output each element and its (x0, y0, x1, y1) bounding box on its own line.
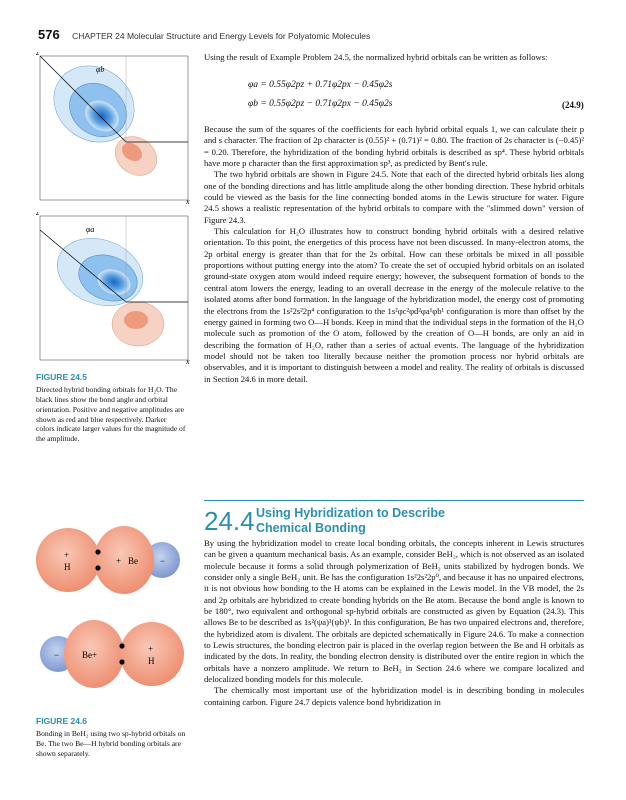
body-text-bottom (204, 538, 584, 708)
plus-sign: + (148, 644, 154, 654)
body-text-top (204, 124, 584, 385)
electron-dot (95, 549, 100, 554)
electron-dot (119, 643, 124, 648)
page-number: 576 (38, 27, 60, 42)
electron-dot (95, 565, 100, 570)
equation-phi-a: φa = 0.55φ2pz + 0.71φ2px − 0.45φ2s (248, 80, 393, 90)
h-orbital (36, 528, 100, 592)
paragraph: The two hybrid orbitals are shown in Figure 24.5. Note that each of the directed hybrid orbitals lies along one of the bonding directions and has little amplitude along the other bonding direction. These hybrid orbitals could be viewed as the basis for the line connecting bonded atoms in the Lewis structure for water. Figure 24.5 shows a realistic representation of the hybrid orbitals to compare with the "slimmed down" version of Figure 24.3. (204, 169, 584, 225)
equation-phi-b: φb = 0.55φ2pz − 0.71φ2px − 0.45φ2s (248, 99, 393, 109)
intro-paragraph: Using the result of Example Problem 24.5, the normalized hybrid orbitals can be written as follows: (204, 52, 548, 62)
section-number: 24.4 (204, 506, 255, 536)
caption-text: Bonding in BeH₂ using two sp-hybrid orbitals on Be. The two Be—H hybrid bonding orbitals are shown separately. (36, 729, 186, 758)
be-label: Be (128, 556, 138, 566)
figure-24-5-top (36, 52, 192, 204)
section-title: Using Hybridization to Describe Chemical Bonding (256, 506, 445, 535)
equation-number: (24.9) (562, 100, 584, 110)
paragraph: By using the hybridization model to create local bonding orbitals, the concepts inherent in Lewis structures can be given a quantum mechanical basis. As an example, consider BeH₂, which is not observed as an isolated molecule because it forms a solid through polymerization of BeH₂ units stabilized by hydrogen bonds. We consider only a single BeH₂ unit. Be has the configuration 1s²2s²2p⁰, and because it has no unpaired electrons, it is not obvious how bonding to the H atoms can be explained in the Lewis model. In the VB model, the 2s and 2p orbitals are hybridized to create bonding hybrids on the Be atom. Because the bond angle is known to be 180°, two equivalent and orthogonal sp-hybrid orbitals are constructed as given by Equation (24.3). This allows Be to be described as 1s²(ψa)¹(ψb)¹. In this configuration, Be has two unpaired electrons and, therefore, the hybridized atom is divalent. The orbitals are depicted schematically in Figure 24.6. To make a connection to Lewis structures, the bonding electron pair is placed in the overlap region between the Be and H orbitals as indicated by the dots. In reality, the bonding electron density is distributed over the entire region in which the orbitals have a nonzero amplitude. We return to BeH₂ in Section 24.6 where we compare localized and delocalized bonding models for this molecule. (204, 538, 584, 685)
orbital-label: φa (86, 225, 95, 234)
figure-label: FIGURE 24.5 (36, 372, 88, 382)
x-axis-label: x (186, 357, 190, 364)
minus-sign: − (160, 556, 166, 566)
h-label: H (148, 656, 155, 666)
plus-sign: + (116, 556, 122, 566)
h-label: H (64, 562, 71, 572)
x-axis-label: x (186, 197, 190, 204)
figure-24-5-caption (36, 372, 186, 444)
section-rule (204, 500, 584, 501)
z-axis-label: z (36, 52, 40, 57)
be-positive-lobe (94, 526, 154, 594)
figure-24-6-caption (36, 716, 186, 759)
paragraph: This calculation for H₂O illustrates how to construct bonding hybrid orbitals with a desired relative orientation. To this point, the energetics of this process have not been discussed. In many-electron atoms, the 2p orbital energy is greater than that for the 2s orbital. How can these orbitals be mixed in all possible proportions without putting energy into the atom? To create the set of occupied hybrid orbitals on an isolated ground-state oxygen atom would indeed require energy; however, the subsequent formation of bonds to the central atom lowers the energy, leading to an overall decrease in the energy of the molecule relative to the isolated atoms after bond formation. In the language of the hybridization model, the energy cost of promoting the electrons from the 1s²2s²2p⁴ configuration to the 1s²φc²φd²φa¹φb¹ configuration is more than offset by the energy gained in forming two O—H bonds. Keep in mind that the individual steps in the formation of the H₂O molecule such as promotion of the O atom, followed by the creation of O—H bonds, are only an aid in describing the formation of H₂O, rather than a series of actual events. The language of the hybridization model should not be taken too literally because neither the promotion process nor hybrid orbitals are observables, and it is important to distinguish between a model and reality. The reality of orbitals is discussed in Section 24.6 in more detail. (204, 226, 584, 384)
electron-dot (119, 659, 124, 664)
plus-sign: + (64, 550, 70, 560)
section-heading (204, 500, 584, 536)
paragraph: Because the sum of the squares of the coefficients for each hybrid orbital equals 1, we can calculate their p and s character. The fraction of 2p character is (0.55)² + (0.71)² = 0.80. The fraction of 2s character is (−0.45)² = 0.20. Therefore, the hybridization of the bonding hybrid orbitals is described as sp⁴. These hybrid orbitals have more p character than the first approximation sp³, as predicted by Bent's rule. (204, 124, 584, 169)
chapter-title: CHAPTER 24 Molecular Structure and Energy Levels for Polyatomic Molecules (72, 31, 371, 41)
paragraph: The chemically most important use of the hybridization model is in describing bonding in molecules containing carbon. Figure 24.7 depicts valence bond hybridization in (204, 685, 584, 707)
figure-label: FIGURE 24.6 (36, 716, 88, 726)
positive-lobe-core (124, 311, 148, 329)
figure-24-5-bottom (36, 212, 192, 364)
z-axis-label: z (36, 212, 40, 217)
be-label: Be+ (82, 650, 98, 660)
minus-sign: − (54, 650, 60, 660)
orbital-label: φb (96, 65, 105, 74)
h-orbital (120, 622, 184, 686)
figure-24-6 (30, 514, 190, 704)
caption-text: Directed hybrid bonding orbitals for H₂O. The black lines show the bond angle and orbital orientation. Positive and negative amplitudes are shown as red and blue respectively. Darker colors indicate larger values for the magnitude of the amplitude. (36, 385, 186, 444)
running-header (38, 26, 370, 44)
